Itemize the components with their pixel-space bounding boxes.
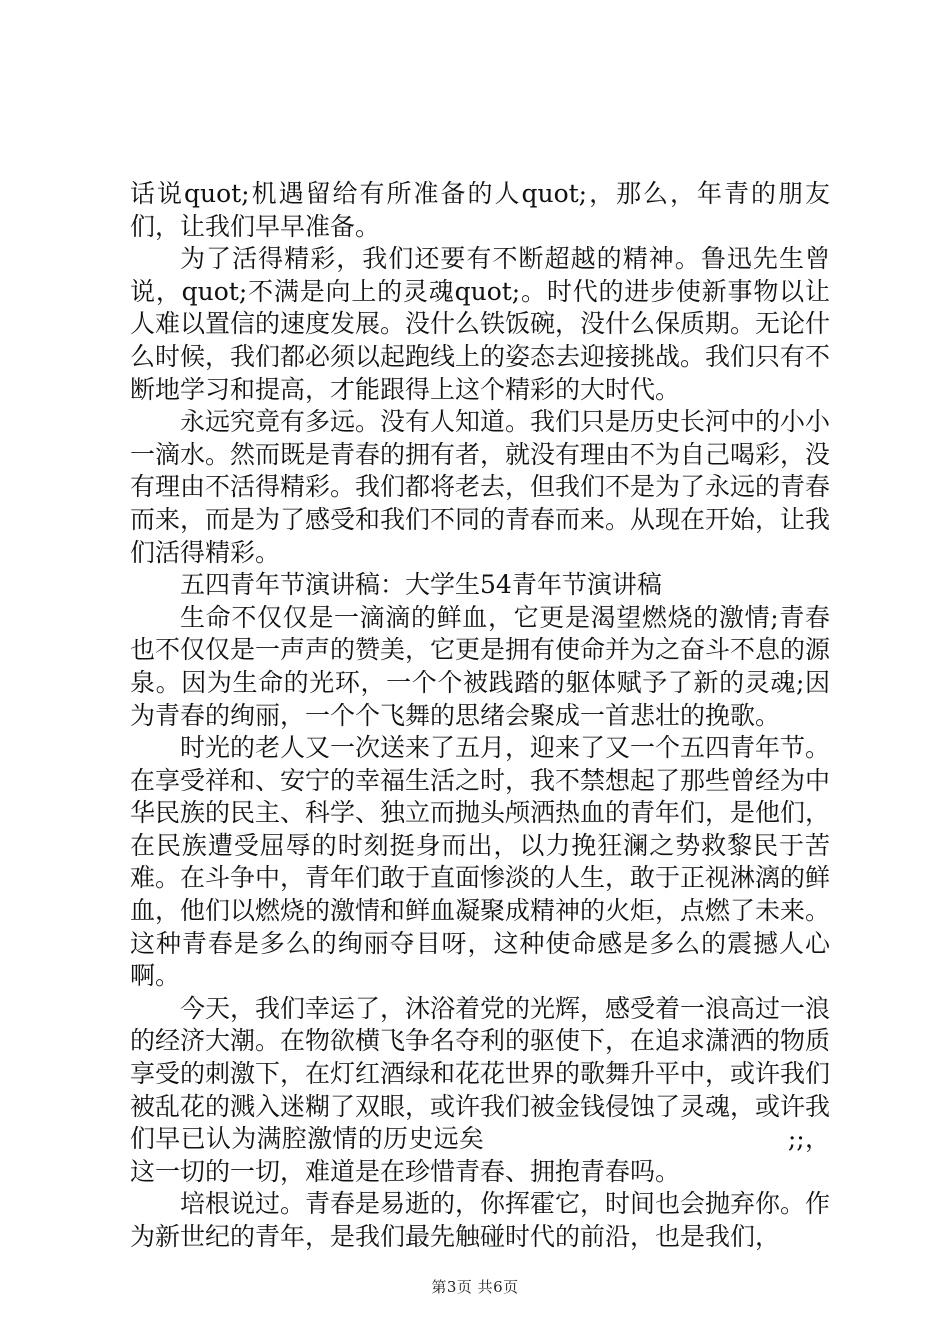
paragraph-1: 话说quot;机遇留给有所准备的人quot;，那么，年青的朋友们，让我们早早准备。 xyxy=(130,179,830,241)
document-body xyxy=(130,178,830,1254)
paragraph-7: 培根说过。青春是易逝的，你挥霍它，时间也会抛弃你。作为新世纪的青年，是我们最先触碰时代的前沿，也是我们， xyxy=(130,1189,831,1251)
section-heading: 五四青年节演讲稿：大学生54青年节演讲稿 xyxy=(180,570,662,600)
page-number-footer: 第3页 共6页 xyxy=(431,1278,519,1296)
paragraph-5: 时光的老人又一次送来了五月，迎来了又一个五四青年节。在享受祥和、安宁的幸福生活之时，我不禁想起了那些曾经为中华民族的民主、科学、独立而抛头颅洒热血的青年们，是他们，在民族遭受屈辱的时刻挺身而出，以力挽狂澜之势救黎民于苦难。在斗争中，青年们敢于直面惨淡的人生，敢于正视淋漓的鲜血，他们以燃烧的激情和鲜血凝聚成精神的火炬，点燃了未来。这种青春是多么的绚丽夺目呀，这种使命感是多么的震撼人心啊。 xyxy=(130,733,831,991)
paragraph-3: 永远究竟有多远。没有人知道。我们只是历史长河中的小小一滴水。然而既是青春的拥有者，就没有理由不为自己喝彩，没有理由不活得精彩。我们都将老去，但我们不是为了永远的青春而来，而是为了感受和我们不同的青春而来。从现在开始，让我们活得精彩。 xyxy=(130,407,831,567)
paragraph-4: 生命不仅仅是一滴滴的鲜血，它更是渴望燃烧的激情;青春也不仅仅是一声声的赞美，它更是拥有使命并为之奋斗不息的源泉。因为生命的光环，一个个被践踏的躯体赋予了新的灵魂;因为青春的绚丽，一个个飞舞的思绪会聚成一首悲壮的挽歌。 xyxy=(130,602,831,730)
paragraph-2: 为了活得精彩，我们还要有不断超越的精神。鲁迅先生曾说，quot;不满是向上的灵魂quot;。时代的进步使新事物以让人难以置信的速度发展。没什么铁饭碗，没什么保质期。无论什么时候，我们都必须以起跑线上的姿态去迎接挑战。我们只有不断地学习和提高，才能跟得上这个精彩的大时代。 xyxy=(130,244,831,404)
paragraph-6: 今天，我们幸运了，沐浴着党的光辉，感受着一浪高过一浪的经济大潮。在物欲横飞争名夺利的驱使下，在追求潇洒的物质享受的刺激下，在灯红酒绿和花花世界的歌舞升平中，或许我们被乱花的溅入迷糊了双眼，或许我们被金钱侵蚀了灵魂，或许我们早已认为满腔激情的历史远矣 ;;，这一切的一切，难道是在珍惜青春、拥抱青春吗。 xyxy=(130,993,831,1186)
